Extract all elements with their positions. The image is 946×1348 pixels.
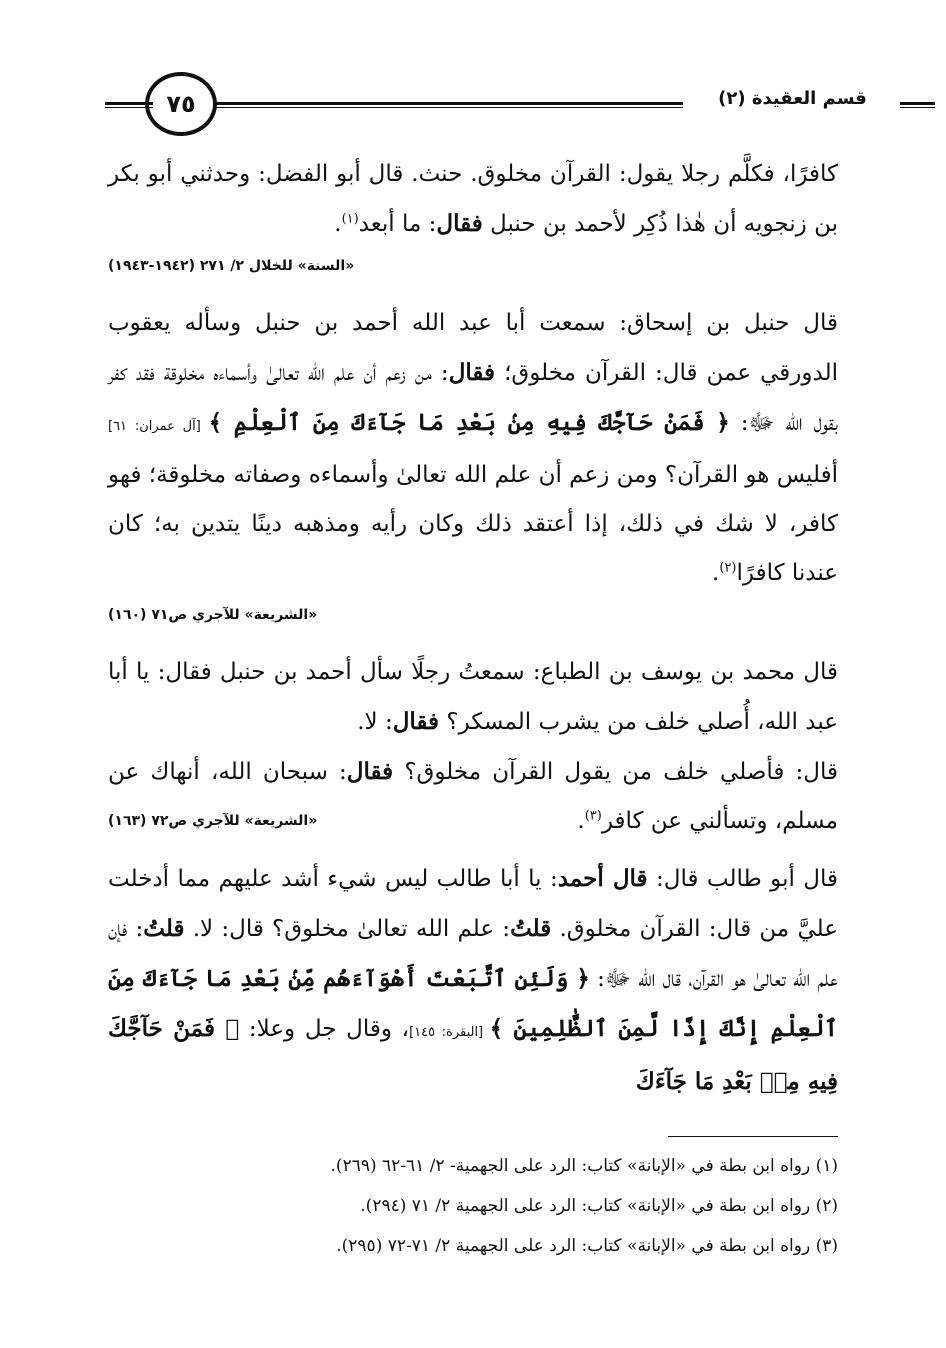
paragraph-5-bold-3: قلتُ	[143, 915, 185, 942]
footnote-3: (٣) رواه ابن بطة في «الإبانة» كتاب: الرد على الجهمية ٢/ ٧١-٧٢ (٢٩٥).	[336, 1236, 838, 1256]
paragraph-5-text-5: ، وقال جل وعلا:	[239, 1016, 410, 1042]
paragraph-3	[108, 648, 838, 747]
paragraph-2-text-2: : من زعم أن علم الله تعالىٰ وأسماءه مخلوقة فقد كفر بقول الله ﷻ:	[108, 360, 838, 436]
paragraph-2-text-3: أفليس هو القرآن؟ ومن زعم أن علم الله تعالىٰ وأسماءه وصفاته مخلوقة؛ فهو كافر، لا شك في ذلك، إذا أعتقد ذلك وكان رأيه ومذهبه دينًا يتدين به؛ كان عندنا كافرًا	[108, 462, 838, 586]
header-rule-middle	[213, 102, 683, 108]
source-citation-2: «الشريعة» للآجري ص٧١ (١٦٠)	[108, 607, 318, 623]
paragraph-5-bold-1: قال أحمد	[557, 865, 648, 892]
header-rule-right	[900, 102, 935, 108]
footnote-marker-2[interactable]: (٢)	[719, 560, 737, 576]
paragraph-4	[108, 747, 838, 846]
paragraph-1-bold: فقال	[436, 210, 483, 237]
paragraph-5-text-2: : يا أبا طالب ليس شيء أشد عليهم مما أدخلت عليَّ من قال: القرآن مخلوق.	[108, 866, 838, 942]
verse-reference-2: [البقرة: ١٤٥]	[409, 1025, 490, 1040]
footnotes	[108, 1146, 838, 1266]
paragraph-5-text-1: قال أبو طالب قال:	[647, 866, 838, 892]
footnote-2: (٢) رواه ابن بطة في «الإبانة» كتاب: الرد على الجهمية ٢/ ٧١ (٢٩٤).	[360, 1196, 838, 1216]
footnote-1: (١) رواه ابن بطة في «الإبانة» كتاب: الرد على الجهمية- ٢/ ٦١-٦٢ (٢٦٩).	[330, 1156, 838, 1176]
footnote-marker-1[interactable]: (١)	[341, 211, 359, 227]
source-citation-3: «الشريعة» للآجري ص٧٢ (١٦٣)	[108, 813, 318, 829]
footnote-separator	[668, 1136, 838, 1137]
section-title: قسم العقيدة (٢)	[718, 88, 867, 109]
paragraph-1-end: .	[334, 211, 342, 237]
page-number: ٧٥	[145, 72, 217, 136]
paragraph-3-bold: فقال	[392, 708, 440, 735]
source-citation-1: «السنة» للخلال ٢/ ٢٧١ (١٩٤٢-١٩٤٣)	[108, 258, 355, 274]
paragraph-4-text-2: : سبحان الله، أنهاك عن مسلم، وتسألني عن كافر	[108, 759, 838, 834]
paragraph-4-end: .	[577, 808, 585, 834]
quran-verse-2: ﴿ وَلَئِنِ ٱتَّبَعْتَ أَهْوَآءَهُم مِّنۢ بَعْدِ مَا جَآءَكَ مِنَ ٱلْعِلْمِ إِنَّكَ إِذًا لَّمِنَ ٱلظَّٰلِمِينَ ﴾	[108, 965, 838, 1042]
paragraph-4-text-1: قال: فأصلي خلف من يقول القرآن مخلوق؟	[393, 759, 838, 785]
page-header	[105, 70, 867, 140]
paragraph-3-text-1: قال محمد بن يوسف بن الطباع: سمعتُ رجلًا سأل أحمد بن حنبل فقال: يا أبا عبد الله، أُصلي خلف من يشرب المسكر؟	[108, 659, 838, 735]
paragraph-2-text-1: قال حنبل بن إسحاق: سمعت أبا عبد الله أحمد بن حنبل وسأله يعقوب الدورقي عمن قال: القرآن مخلوق؛	[108, 310, 838, 386]
paragraph-5-text-4: : فإن علم الله تعالىٰ هو القرآن، قال الله ﷻ:	[108, 916, 838, 992]
paragraph-1-line-2a: أبو بكر بن زنجويه أن هٰذا ذُكِر لأحمد بن حنبل	[108, 161, 838, 237]
paragraph-3-text-2: : لا.	[357, 709, 393, 735]
paragraph-5	[108, 854, 838, 1107]
main-text	[108, 150, 838, 1107]
paragraph-1	[108, 150, 838, 249]
paragraph-1-line-2b: : ما أبعد	[358, 211, 437, 237]
quran-verse-3: ﴿ فَمَنْ حَآجَّكَ فِيهِ مِنۢ بَعْدِ مَا جَآءَكَ	[108, 1015, 838, 1095]
footnote-marker-3[interactable]: (٣)	[584, 808, 602, 824]
paragraph-5-bold-2: قلتُ	[510, 915, 552, 942]
quran-verse-1: ﴿ فَمَنْ حَآجَّكَ فِيهِ مِنۢ بَعْدِ مَا جَآءَكَ مِنَ ٱلْعِلْمِ ﴾	[208, 409, 730, 436]
paragraph-1-line-1: كافرًا، فكلَّم رجلا يقول: القرآن مخلوق. حنث. قال أبو الفضل: وحدثني	[180, 161, 839, 187]
paragraph-2	[108, 299, 838, 598]
paragraph-2-bold: فقال	[448, 359, 496, 386]
paragraph-5-text-3: : علم الله تعالىٰ مخلوق؟ قال: لا.	[184, 916, 511, 942]
verse-reference-1: [آل عمران: ٦١]	[108, 419, 209, 434]
paragraph-4-bold: فقال	[346, 758, 394, 785]
paragraph-2-end: .	[712, 560, 720, 586]
